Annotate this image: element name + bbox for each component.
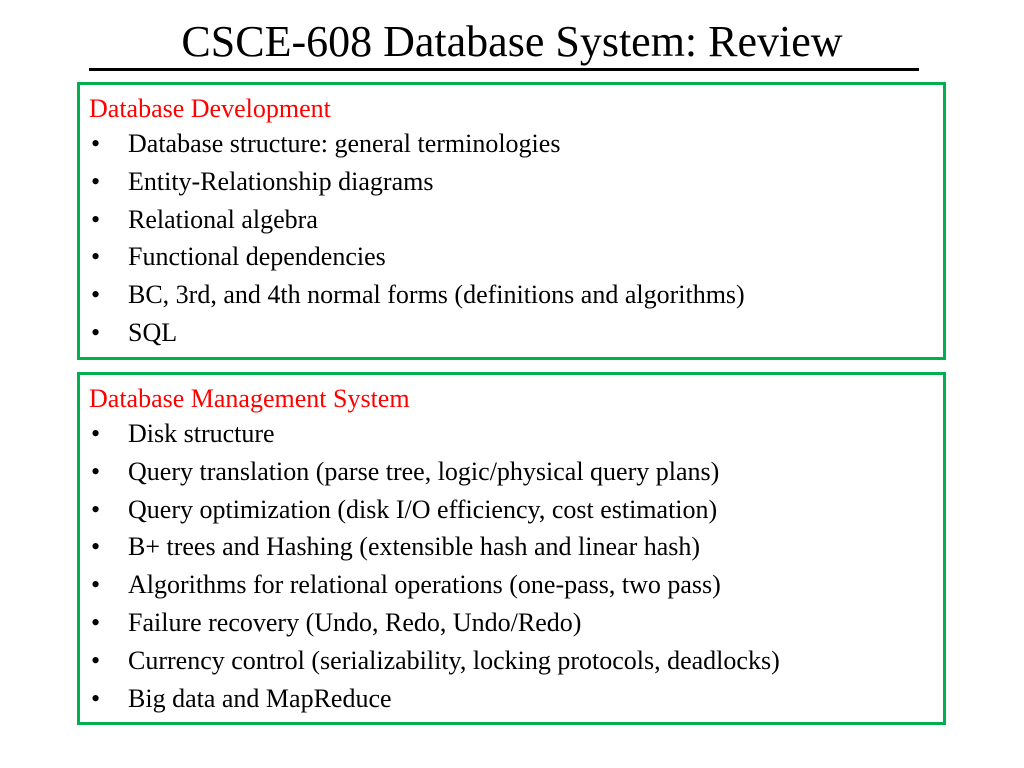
- bullet-icon: •: [91, 242, 101, 272]
- bullet-icon: •: [91, 532, 101, 562]
- database-development-list: [89, 128, 943, 355]
- list-item-text: SQL: [128, 317, 178, 347]
- list-item-text: Query translation (parse tree, logic/physical query plans): [128, 456, 720, 486]
- bullet-icon: •: [91, 129, 101, 158]
- list-item-text: B+ trees and Hashing (extensible hash and linear hash): [128, 532, 701, 562]
- list-item-text: Algorithms for relational operations (one-pass, two pass): [128, 570, 721, 600]
- bullet-icon: •: [91, 607, 101, 637]
- list-item: [89, 645, 943, 683]
- list-item-text: Functional dependencies: [128, 242, 386, 272]
- bullet-icon: •: [91, 166, 101, 196]
- list-item: [89, 204, 943, 242]
- slide-title: CSCE-608 Database System: Review: [181, 17, 843, 66]
- list-item: [89, 531, 943, 569]
- list-item: [89, 569, 943, 607]
- list-item-text: Currency control (serializability, locking protocols, deadlocks): [128, 645, 780, 675]
- list-item: [89, 166, 943, 204]
- list-item-text: Big data and MapReduce: [128, 683, 392, 713]
- bullet-icon: •: [91, 570, 101, 600]
- list-item-text: Failure recovery (Undo, Redo, Undo/Redo): [128, 607, 582, 637]
- list-item: [89, 241, 943, 279]
- bullet-icon: •: [91, 456, 101, 486]
- list-item-text: Disk structure: [128, 419, 275, 448]
- bullet-icon: •: [91, 645, 101, 675]
- list-item: [89, 128, 943, 166]
- list-item: [89, 279, 943, 317]
- database-management-system-box: [77, 372, 946, 725]
- list-item: [89, 418, 943, 456]
- bullet-icon: •: [91, 419, 101, 448]
- section-heading-database-management-system: Database Management System: [89, 384, 410, 413]
- bullet-icon: •: [91, 204, 101, 234]
- bullet-icon: •: [91, 494, 101, 524]
- bullet-icon: •: [91, 683, 101, 713]
- list-item: [89, 683, 943, 721]
- list-item-text: Entity-Relationship diagrams: [128, 166, 434, 196]
- section-heading-database-development: Database Development: [89, 94, 331, 123]
- list-item-text: Query optimization (disk I/O efficiency, cost estimation): [128, 494, 718, 524]
- list-item-text: BC, 3rd, and 4th normal forms (definitions and algorithms): [128, 280, 745, 310]
- title-underline: [89, 68, 919, 71]
- list-item: [89, 494, 943, 532]
- list-item-text: Database structure: general terminologies: [128, 129, 561, 158]
- bullet-icon: •: [91, 280, 101, 310]
- list-item-text: Relational algebra: [128, 204, 318, 234]
- list-item: [89, 317, 943, 355]
- bullet-icon: •: [91, 317, 101, 347]
- database-management-system-list: [89, 418, 943, 720]
- database-development-box: [77, 82, 946, 360]
- list-item: [89, 456, 943, 494]
- list-item: [89, 607, 943, 645]
